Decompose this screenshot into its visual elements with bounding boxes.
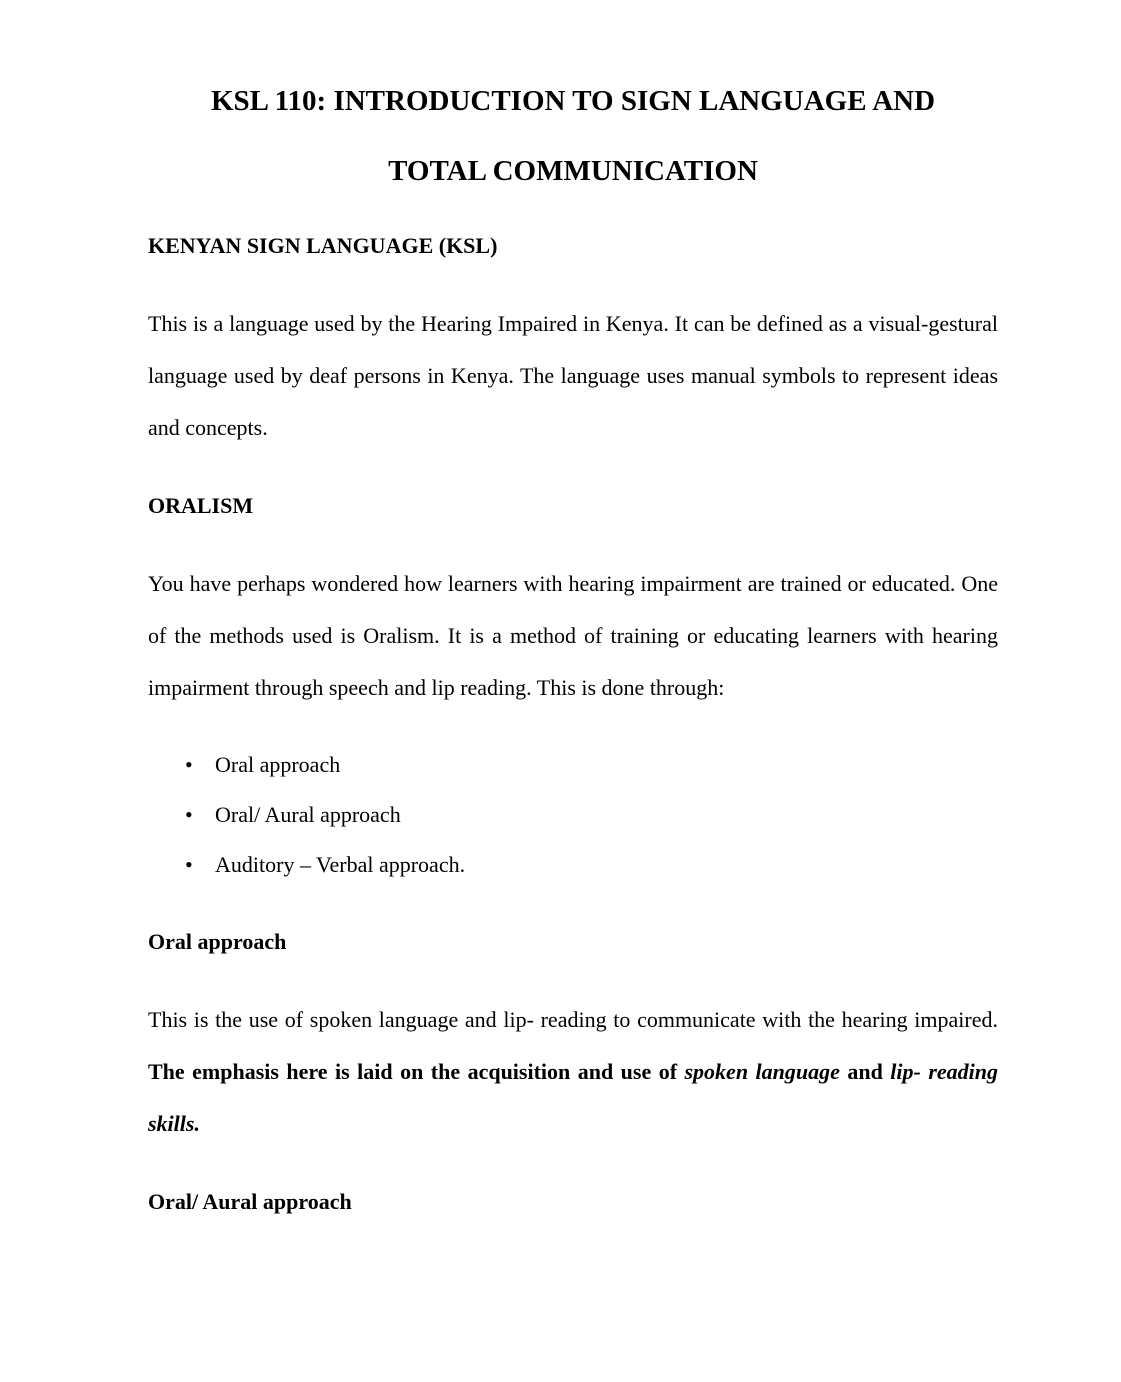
list-item xyxy=(185,740,998,790)
paragraph-run-bold-italic: lip- reading skills. xyxy=(148,1059,998,1136)
paragraph-oralism: You have perhaps wondered how learners with hearing impairment are trained or educated. One of the methods used is Oralism. It is a method of training or educating learners with hearing impairment through speech and lip reading. This is done through: xyxy=(148,571,998,700)
oralism-methods-list xyxy=(148,740,998,890)
heading-oralism: ORALISM xyxy=(148,493,254,518)
document-title-line2: TOTAL COMMUNICATION xyxy=(388,155,758,187)
paragraph-ksl-definition: This is a language used by the Hearing Impaired in Kenya. It can be defined as a visual-gestural language used by deaf persons in Kenya. The language uses manual symbols to represent ideas and concepts. xyxy=(148,311,998,440)
heading-kenyan-sign-language: KENYAN SIGN LANGUAGE (KSL) xyxy=(148,233,498,258)
list-item-label: Oral/ Aural approach xyxy=(215,802,401,827)
list-item-label: Auditory – Verbal approach. xyxy=(215,852,466,877)
document-title-line1: KSL 110: INTRODUCTION TO SIGN LANGUAGE AND xyxy=(210,85,936,117)
paragraph-run-bold: and xyxy=(839,1059,891,1084)
paragraph-oral-approach xyxy=(148,994,998,1150)
paragraph-run-normal: This is the use of spoken language and lip- reading to communicate with the hearing impaired. xyxy=(148,1007,998,1032)
heading-oral-approach: Oral approach xyxy=(148,929,287,954)
list-item xyxy=(185,790,998,840)
paragraph-run-bold: The emphasis here is laid on the acquisition and use of xyxy=(148,1059,685,1084)
list-item-label: Oral approach xyxy=(215,752,341,777)
paragraph-run-bold-italic: spoken language xyxy=(684,1059,840,1084)
heading-oral-aural-approach: Oral/ Aural approach xyxy=(148,1189,352,1214)
document-title xyxy=(148,66,998,206)
list-item xyxy=(185,840,998,890)
